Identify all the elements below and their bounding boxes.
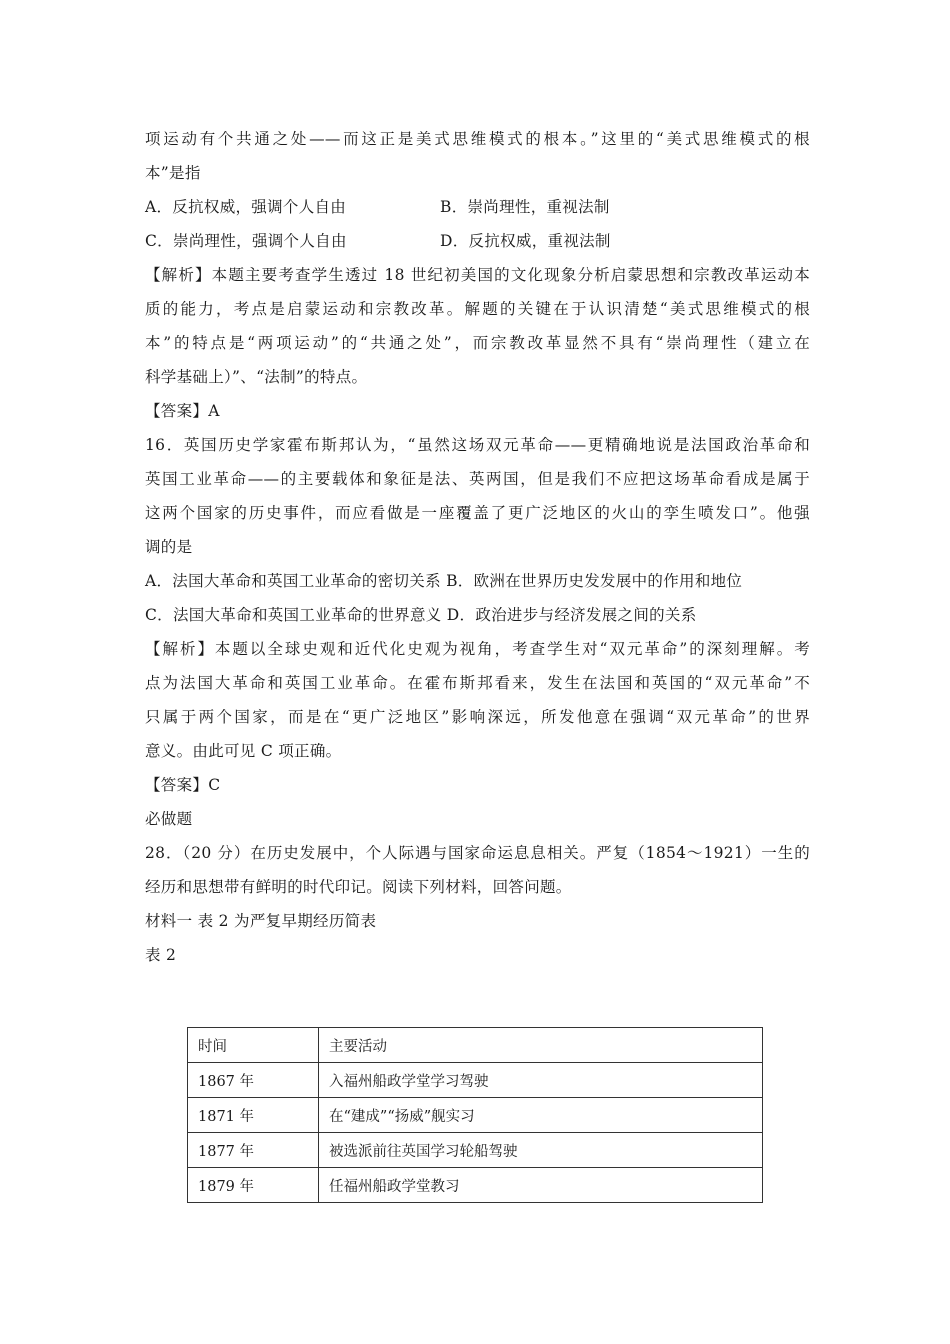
table-row xyxy=(188,1133,763,1168)
q15-analysis-line-3: 本”的特点是“两项运动”的“共通之处”，而宗教改革显然不具有“崇尚理性（建立在 xyxy=(145,334,810,352)
q16-answer: 【答案】C xyxy=(145,776,221,794)
q15-analysis-line-2: 质的能力，考点是启蒙运动和宗教改革。解题的关键在于认识清楚“美式思维模式的根 xyxy=(145,300,810,318)
q16-options-cd: C．法国大革命和英国工业革命的世界意义 D．政治进步与经济发展之间的关系 xyxy=(145,606,697,624)
q16-stem-line-3: 这两个国家的历史事件，而应看做是一座覆盖了更广泛地区的火山的孪生喷发口”。他强 xyxy=(145,504,810,522)
table-header-cell: 时间 xyxy=(188,1028,319,1063)
table-cell-activity: 任福州船政学堂教习 xyxy=(319,1168,763,1203)
table-row xyxy=(188,1063,763,1098)
q15-option-b: B．崇尚理性，重视法制 xyxy=(440,198,610,216)
q15-answer: 【答案】A xyxy=(145,402,220,420)
table-cell-year: 1871 年 xyxy=(188,1098,319,1133)
table-cell-activity: 被选派前往英国学习轮船驾驶 xyxy=(319,1133,763,1168)
q15-analysis-line-4: 科学基础上）”、“法制”的特点。 xyxy=(145,368,368,386)
q15-option-d: D．反抗权威，重视法制 xyxy=(440,232,611,250)
table-row xyxy=(188,1098,763,1133)
q28-material-caption: 材料一 表 2 为严复早期经历简表 xyxy=(145,912,377,930)
table-header-cell: 主要活动 xyxy=(319,1028,763,1063)
q16-analysis-line-3: 只属于两个国家，而是在“更广泛地区”影响深远，所发他意在强调“双元革命”的世界 xyxy=(145,708,810,726)
table-cell-activity: 入福州船政学堂学习驾驶 xyxy=(319,1063,763,1098)
table-cell-year: 1879 年 xyxy=(188,1168,319,1203)
q15-options-row-2 xyxy=(145,224,810,258)
q15-options-row-1 xyxy=(145,190,810,224)
q16-stem-line-1: 16．英国历史学家霍布斯邦认为，“虽然这场双元革命——更精确地说是法国政治革命和 xyxy=(145,436,810,454)
q15-option-c: C．崇尚理性，强调个人自由 xyxy=(145,232,347,250)
q16-options-ab: A．法国大革命和英国工业革命的密切关系 B．欧洲在世界历史发发展中的作用和地位 xyxy=(145,572,743,590)
q28-stem-line-1: 28．（20 分）在历史发展中，个人际遇与国家命运息息相关。严复（1854～1921）一生的 xyxy=(145,844,810,862)
table-cell-year: 1867 年 xyxy=(188,1063,319,1098)
q15-option-a: A．反抗权威，强调个人自由 xyxy=(145,198,347,216)
document-page xyxy=(145,122,810,972)
experience-table xyxy=(187,1027,763,1203)
q15-stem-line-2: 本”是指 xyxy=(145,164,201,182)
table-header-row xyxy=(188,1028,763,1063)
section-heading: 必做题 xyxy=(145,810,193,828)
table-cell-activity: 在“建成”“扬威”舰实习 xyxy=(319,1098,763,1133)
q28-stem-line-2: 经历和思想带有鲜明的时代印记。阅读下列材料，回答问题。 xyxy=(145,878,572,896)
q16-analysis-line-2: 点为法国大革命和英国工业革命。在霍布斯邦看来，发生在法国和英国的“双元革命”不 xyxy=(145,674,810,692)
q16-stem-line-4: 调的是 xyxy=(145,538,193,556)
q15-analysis-line-1: 【解析】本题主要考查学生透过 18 世纪初美国的文化现象分析启蒙思想和宗教改革运动本 xyxy=(145,266,810,284)
table-row xyxy=(188,1168,763,1203)
q16-analysis-line-1: 【解析】本题以全球史观和近代化史观为视角，考查学生对“双元革命”的深刻理解。考 xyxy=(145,640,810,658)
q15-stem-line-1: 项运动有个共通之处——而这正是美式思维模式的根本。”这里的“美式思维模式的根 xyxy=(145,130,810,148)
q16-stem-line-2: 英国工业革命——的主要载体和象征是法、英两国，但是我们不应把这场革命看成是属于 xyxy=(145,470,810,488)
q28-table-label: 表 2 xyxy=(145,946,177,964)
q16-analysis-line-4: 意义。由此可见 C 项正确。 xyxy=(145,742,342,760)
table-cell-year: 1877 年 xyxy=(188,1133,319,1168)
